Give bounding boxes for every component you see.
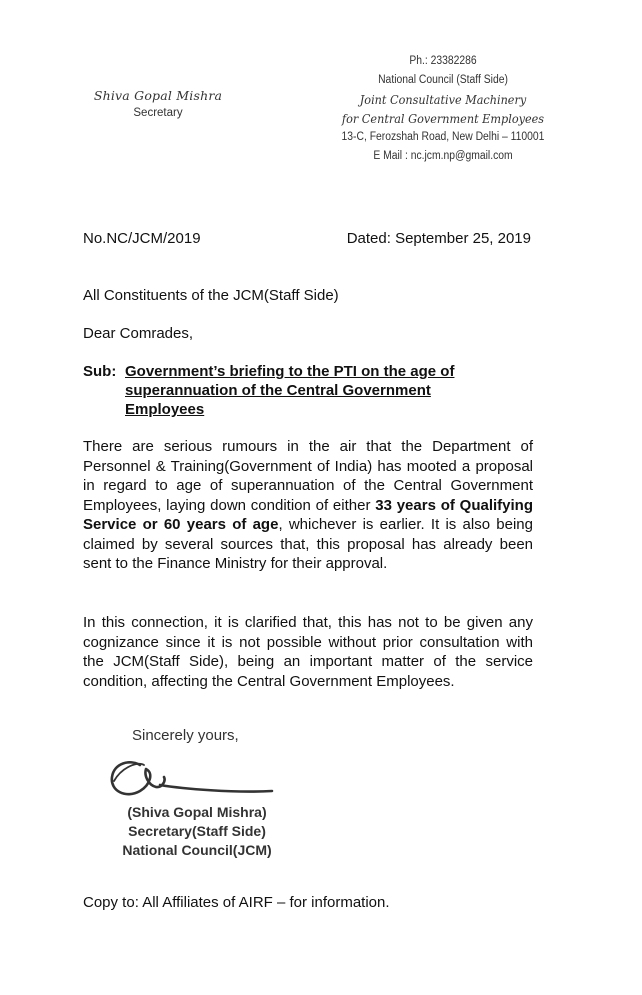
letterhead-phone: Ph.: 23382286 bbox=[409, 55, 477, 67]
reference-row bbox=[83, 230, 531, 247]
subject-line bbox=[83, 362, 553, 419]
reference-number: No.NC/JCM/2019 bbox=[83, 230, 201, 247]
letterhead-address: 13-C, Ferozshah Road, New Delhi – 110001 bbox=[341, 131, 545, 143]
letterhead-name: Shiva Gopal Mishra bbox=[93, 88, 223, 103]
reference-date: Dated: September 25, 2019 bbox=[346, 230, 531, 247]
closing: Sincerely yours, bbox=[132, 727, 239, 744]
addressee: All Constituents of the JCM(Staff Side) bbox=[83, 287, 339, 304]
signature-mark bbox=[104, 751, 279, 807]
signatory-block bbox=[107, 803, 287, 860]
letterhead-jcm: Joint Consultative Machinery bbox=[359, 92, 527, 107]
subject-label: Sub: bbox=[83, 363, 117, 380]
letterhead-left bbox=[88, 88, 228, 119]
body-p1-text-a: There are serious rumours in the air that the Department of Personnel & Training(Government of India) has mooted a proposal in regard to age of superannuation of the Central Government Employees, laying down condition of either bbox=[83, 438, 533, 514]
subject-text: Government’s briefing to the PTI on the age of superannuation of the Central Government Employees bbox=[125, 363, 455, 418]
body-p1-text-b: , whichever is earlier. It is also being claimed by several sources that, this proposal has already been sent to the Finance Ministry for their approval. bbox=[83, 516, 533, 572]
body-paragraph-2: In this connection, it is clarified that, this has not to be given any cognizance since it is not possible without prior consultation with the JCM(Staff Side), being an important matter of the service condition, affecting the Central Government Employees. bbox=[83, 614, 533, 690]
letterhead-cge: for Central Government Employees bbox=[341, 111, 545, 126]
letterhead-right bbox=[340, 52, 547, 166]
copy-to: Copy to: All Affiliates of AIRF – for information. bbox=[83, 894, 390, 911]
letterhead-email: E Mail : nc.jcm.np@gmail.com bbox=[373, 150, 513, 162]
signatory-org: National Council(JCM) bbox=[122, 842, 272, 858]
signatory-title: Secretary(Staff Side) bbox=[128, 823, 266, 839]
salutation: Dear Comrades, bbox=[83, 325, 194, 342]
body-p1-bold: 33 years of Qualifying Service or 60 years of age bbox=[83, 496, 533, 533]
signatory-name: (Shiva Gopal Mishra) bbox=[127, 804, 267, 820]
body-paragraph-1 bbox=[83, 437, 533, 574]
letterhead-org: National Council (Staff Side) bbox=[378, 74, 508, 86]
letterhead-role: Secretary bbox=[133, 107, 183, 119]
